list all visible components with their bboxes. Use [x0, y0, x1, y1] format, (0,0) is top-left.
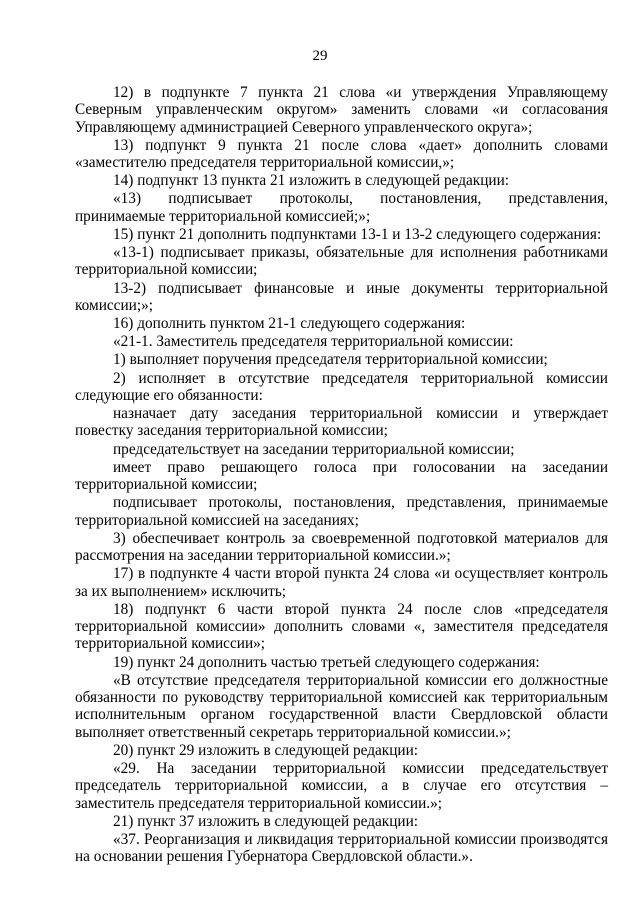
paragraph-13: 13) подпункт 9 пункта 21 после слова «дает» дополнить словами «заместителю председателя территориальной комиссии,»; [75, 136, 608, 172]
paragraph-16: 16) дополнить пунктом 21-1 следующего содержания: [113, 315, 466, 333]
paragraph-20: 20) пункт 29 изложить в следующей редакции: [113, 741, 419, 759]
page-number: 29 [312, 48, 328, 64]
paragraph-15-13-1: «13-1) подписывает приказы, обязательные для исполнения работниками территориальной комиссии; [75, 244, 608, 279]
paragraph-16-21-1: «21-1. Заместитель председателя территориальной комиссии: [113, 333, 514, 351]
paragraph-16-duty-3: имеет право решающего голоса при голосовании на заседании территориальной комиссии; [75, 458, 608, 494]
paragraph-19: 19) пункт 24 дополнить частью третьей следующего содержания: [113, 653, 540, 671]
paragraph-14-text: «13) подписывает протоколы, постановления, представления, принимаемые территориальной комиссией;»; [75, 190, 608, 225]
paragraph-12: 12) в подпункте 7 пункта 21 слова «и утверждения Управляющему Северным управленческим округом» заменить словами «и согласования Управляющему администрацией Северного управленческого округа»; [75, 84, 608, 136]
paragraph-14: 14) подпункт 13 пункта 21 изложить в следующей редакции: [113, 172, 510, 190]
paragraph-21-text: «37. Реорганизация и ликвидация территориальной комиссии производятся на основании решения Губернатора Свердловской области.». [75, 830, 608, 866]
paragraph-16-item-3: 3) обеспечивает контроль за своевременной подготовкой материалов для рассмотрения на заседании территориальной комиссии.»; [75, 529, 608, 565]
paragraph-18: 18) подпункт 6 части второй пункта 24 после слов «председателя территориальной комиссии» дополнить словами «, заместителя председателя территориальной комиссии»; [75, 600, 608, 653]
paragraph-16-item-1: 1) выполняет поручения председателя территориальной комиссии; [113, 351, 548, 369]
paragraph-21: 21) пункт 37 изложить в следующей редакции: [113, 812, 419, 830]
paragraph-16-item-2: 2) исполняет в отсутствие председателя территориальной комиссии следующие его обязанности: [75, 369, 608, 404]
paragraph-20-text: «29. На заседании территориальной комиссии председательствует председатель территориальной комиссии, а в случае его отсутствия – заместитель председателя территориальной комиссии.»; [75, 759, 608, 812]
paragraph-16-duty-4: подписывает протоколы, постановления, представления, принимаемые территориальной комиссией на заседаниях; [75, 494, 608, 529]
paragraph-16-duty-1: назначает дату заседания территориальной комиссии и утверждает повестку заседания территориальной комиссии; [75, 405, 608, 440]
paragraph-17: 17) в подпункте 4 части второй пункта 24 слова «и осуществляет контроль за их выполнением» исключить; [75, 565, 608, 600]
document-body [75, 84, 608, 866]
paragraph-15-13-2: 13-2) подписывает финансовые и иные документы территориальной комиссии;»; [75, 279, 608, 314]
paragraph-15: 15) пункт 21 дополнить подпунктами 13-1 и 13-2 следующего содержания: [113, 225, 602, 243]
paragraph-16-duty-2: председательствует на заседании территориальной комиссии; [113, 440, 515, 458]
paragraph-19-text: «В отсутствие председателя территориальной комиссии его должностные обязанности по руководству территориальной комиссией как территориальным исполнительным органом государственной власти Свердловской области выполняет ответственный секретарь территориальной комиссии.»; [75, 671, 608, 741]
